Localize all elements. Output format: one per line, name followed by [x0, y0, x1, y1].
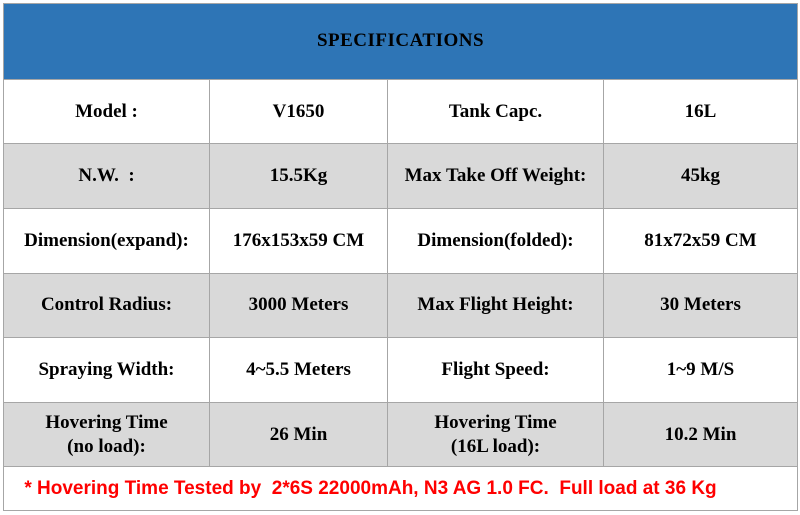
spec-label: Max Flight Height: — [388, 273, 604, 338]
spec-label — [388, 402, 604, 467]
table-row — [4, 79, 798, 144]
header-row — [4, 4, 798, 80]
spec-value: 176x153x59 CM — [210, 208, 388, 273]
spec-value: 45kg — [604, 144, 798, 209]
spec-label: Spraying Width: — [4, 338, 210, 403]
table-row — [4, 208, 798, 273]
spec-label: Dimension(expand): — [4, 208, 210, 273]
spec-value: 15.5Kg — [210, 144, 388, 209]
spec-label: Flight Speed: — [388, 338, 604, 403]
spec-label: Dimension(folded): — [388, 208, 604, 273]
spec-label: Model : — [4, 79, 210, 144]
spec-label: N.W. : — [4, 144, 210, 209]
footnote-text: * Hovering Time Tested by 2*6S 22000mAh, N3 AG 1.0 FC. Full load at 36 Kg — [4, 467, 798, 511]
specifications-table — [3, 3, 798, 511]
spec-value: 30 Meters — [604, 273, 798, 338]
spec-label: Tank Capc. — [388, 79, 604, 144]
table-row — [4, 144, 798, 209]
spec-label-line: (16L load): — [450, 435, 541, 457]
spec-value: 1~9 M/S — [604, 338, 798, 403]
spec-value: 16L — [604, 79, 798, 144]
spec-value: 81x72x59 CM — [604, 208, 798, 273]
spec-value: V1650 — [210, 79, 388, 144]
table-row — [4, 273, 798, 338]
footnote-row — [4, 467, 798, 511]
spec-value: 26 Min — [210, 402, 388, 467]
table-row — [4, 402, 798, 467]
spec-value: 10.2 Min — [604, 402, 798, 467]
spec-label: Max Take Off Weight: — [388, 144, 604, 209]
spec-label — [4, 402, 210, 467]
spec-label-line: Hovering Time — [45, 411, 168, 433]
table-title: SPECIFICATIONS — [4, 4, 798, 80]
spec-label-line: Hovering Time — [434, 411, 557, 433]
spec-label-line: (no load): — [67, 435, 146, 457]
spec-value: 4~5.5 Meters — [210, 338, 388, 403]
spec-value: 3000 Meters — [210, 273, 388, 338]
table-row — [4, 338, 798, 403]
spec-label: Control Radius: — [4, 273, 210, 338]
